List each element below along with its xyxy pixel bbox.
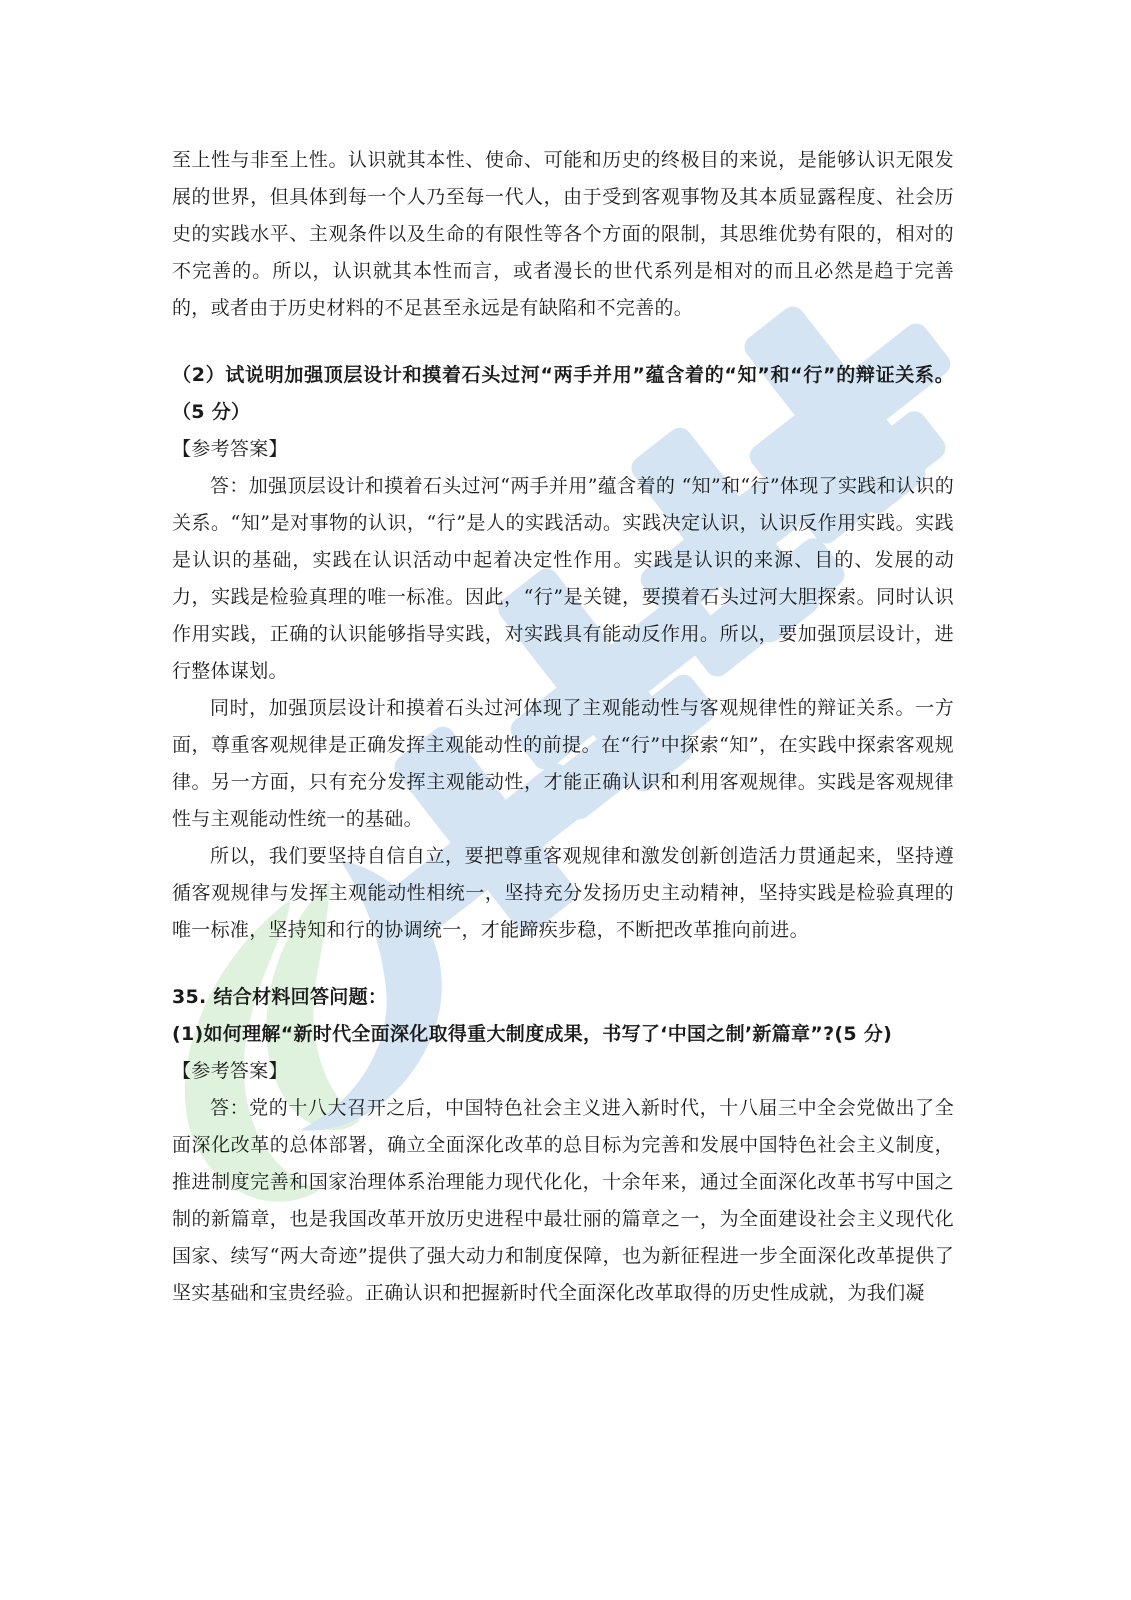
answer-paragraph-1: 答：加强顶层设计和摸着石头过河“两手并用”蕴含着的 “知”和“行”体现了实践和认识的关系。“知”是对事物的认识，“行”是人的实践活动。实践决定认识，认识反作用实践。实践是认识的基础，实践在认识活动中起着决定性作用。实践是认识的来源、目的、发展的动力，实践是检验真理的唯一标准。因此，“行”是关键，要摸着石头过河大胆探索。同时认识作用实践，正确的认识能够指导实践，对实践具有能动反作用。所以，要加强顶层设计，进行整体谋划。 xyxy=(172,475,954,682)
answer-paragraph-35: 答：党的十八大召开之后，中国特色社会主义进入新时代，十八届三中全会党做出了全面深化改革的总体部署，确立全面深化改革的总目标为完善和发展中国特色社会主义制度，推进制度完善和国家治理体系治理能力现代化化，十余年来，通过全面深化改革书写中国之制的新篇章，也是我国改革开放历史进程中最壮丽的篇章之一，为全面建设社会主义现代化国家、续写“两大奇迹”提供了强大动力和制度保障，也为新征程进一步全面深化改革提供了坚实基础和宝贵经验。正确认识和把握新时代全面深化改革取得的历史性成就，为我们凝 xyxy=(172,1097,954,1304)
reference-answer-label: 【参考答案】 xyxy=(172,438,288,460)
intro-paragraph: 至上性与非至上性。认识就其本性、使命、可能和历史的终极目的来说，是能够认识无限发展的世界，但具体到每一个人乃至每一代人，由于受到客观事物及其本质显露程度、社会历史的实践水平、主观条件以及生命的有限性等各个方面的限制，其思维优势有限的，相对的不完善的。所以，认识就其本性而言，或者漫长的世代系列是相对的而且必然是趋于完善的，或者由于历史材料的不足甚至永远是有缺陷和不完善的。 xyxy=(172,149,954,319)
question-35-title: 35. 结合材料回答问题： xyxy=(172,986,388,1008)
answer-paragraph-3: 所以，我们要坚持自信自立，要把尊重客观规律和激发创新创造活力贯通起来，坚持遵循客观规律与发挥主观能动性相统一，坚持充分发扬历史主动精神，坚持实践是检验真理的唯一标准，坚持知和行的协调统一，才能蹄疾步稳，不断把改革推向前进。 xyxy=(172,845,954,941)
spacer xyxy=(172,327,954,357)
answer-paragraph-2: 同时，加强顶层设计和摸着石头过河体现了主观能动性与客观规律性的辩证关系。一方面，尊重客观规律是正确发挥主观能动性的前提。在“行”中探索“知”，在实践中探索客观规律。另一方面，只有充分发挥主观能动性，才能正确认识和利用客观规律。实践是客观规律性与主观能动性统一的基础。 xyxy=(172,697,954,830)
question-2-heading: （2）试说明加强顶层设计和摸着石头过河“两手并用”蕴含着的“知”和“行”的辩证关系。（5 分） xyxy=(172,364,954,423)
question-35-sub1: (1)如何理解“新时代全面深化取得重大制度成果，书写了‘中国之制’新篇章”?(5 分) xyxy=(172,1023,893,1045)
document-page xyxy=(172,142,954,1312)
spacer xyxy=(172,949,954,979)
reference-answer-label: 【参考答案】 xyxy=(172,1060,288,1082)
